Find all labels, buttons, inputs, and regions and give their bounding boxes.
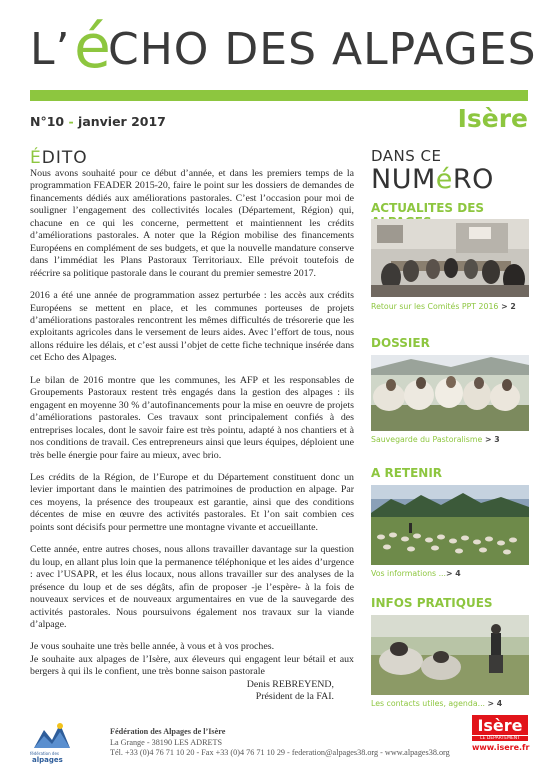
caption-text: Sauvegarde du Pastoralisme	[371, 435, 483, 444]
meeting-photo[interactable]	[371, 219, 529, 297]
caption-dossier[interactable]	[371, 435, 500, 444]
caption-page: > 4	[487, 699, 503, 708]
caption-page: > 3	[482, 435, 500, 444]
masthead	[30, 12, 537, 88]
masthead-accent-letter: é	[74, 12, 112, 82]
caption-actualites[interactable]	[371, 302, 516, 311]
edito-paragraph: 2016 a été une année de programmation assez perturbée : les accès aux crédits Européens se mettent en place, et les communes porteuses de projets d’améliorations pastorales rencontrent les mêmes difficultés de trésorerie que les exploitants agricoles dans le versement de leurs aides. Avec l’effort de tous, nous allons réduire les délais, et c’est aussi l’objet de cette fiche technique insérée dans cet Echo des Alpages.	[30, 290, 354, 364]
flock-pasture-photo[interactable]	[371, 485, 529, 565]
section-title-a-retenir[interactable]: A RETENIR	[371, 466, 443, 480]
sidebar-heading-2	[371, 165, 529, 195]
isere-logo-name: Isère	[472, 715, 528, 735]
edito-paragraph: Nous avons souhaité pour ce début d’année, et dans les premiers temps de la programmation FEADER 2015-20, faire le point sur les dossiers de demandes de financements dédiés aux améliorations pastorales. C’est l’occasion pour moi de souligner l’engagement des collectivités locales (Département, Région) qui, chacune en ce qui les concerne, permettent et maintiennent les crédits d’améliorations pastorales. A noter que la Région mobilise des financements Européens en complément de ses budgets, et que la nouvelle mandature conserve dans l’immédiat les Plans Pastoraux Territoriaux. Elle prévoit toutefois de réécrire sa politique pastorale dans le courant du premier semestre 2017.	[30, 168, 354, 279]
heading-accent: é	[435, 164, 453, 195]
caption-a-retenir[interactable]	[371, 569, 461, 578]
heading-ro: RO	[452, 164, 494, 195]
sidebar-contents	[371, 147, 529, 708]
signature-name: Denis REBREYEND,	[246, 678, 334, 690]
isere-logo-sub: LE DÉPARTEMENT	[472, 735, 528, 741]
shepherd-sheep-photo[interactable]	[371, 615, 529, 695]
edito-title-accent: É	[30, 148, 42, 168]
section-title-infos-pratiques[interactable]: INFOS PRATIQUES	[371, 596, 493, 610]
masthead-part1: L’	[30, 24, 71, 75]
edito-closing-2: Je souhaite aux alpages de l’Isère, aux éleveurs qui engagent leur bétail et aux bergers à qui ils le confient, une très bonne saison pastorale	[30, 653, 354, 678]
edito-paragraph: Les crédits de la Région, de l’Europe et du Département constituent donc un levier important dans le maintien des patrimoines de production en alpage. Par ces moyens, la présence des troupeaux est garantie, ainsi que des conditions décentes de mise en œuvre des activités pastorales. Et l’on sait combien ces points sont décisifs pour permettre une montagne vivante et accueillante.	[30, 471, 354, 533]
issue-line	[30, 114, 166, 129]
footer-contact: Tél. +33 (0)4 76 71 10 20 - Fax +33 (0)4 76 71 10 29 - federation@alpages38.org - www.alpages38.org	[110, 748, 450, 757]
edito-title-rest: DITO	[41, 148, 88, 168]
footer-address: La Grange - 38190 LES ADRETS	[110, 737, 223, 747]
issue-date: janvier 2017	[78, 114, 166, 129]
sidebar-heading-1: DANS CE	[371, 147, 442, 165]
footer	[30, 713, 530, 773]
edito-body	[30, 168, 354, 704]
section-title-actualites[interactable]: ACTUALITES DES	[371, 201, 485, 215]
sheep-closeup-photo[interactable]	[371, 355, 529, 431]
edito-paragraph: Le bilan de 2016 montre que les communes, les AFP et les responsables de Groupements Pastoraux restent très engagés dans la gestion des alpages : ils engagent en moyenne 30 % d’autofinancements pour la mise en oeuvre de projets d’améliorations pastorales. Ces travaux sont principalement confiés à des entreprises locales, dont le savoir faire est très pointu, adapté à nos chantiers et à nos conditions de travail. Ces entrepreneurs ainsi que leurs équipes, déploient une très belle énergie pour faire au mieux, avec brio.	[30, 374, 354, 461]
masthead-green-bar	[30, 90, 528, 101]
edito-title	[30, 148, 88, 168]
caption-infos-pratiques[interactable]	[371, 699, 502, 708]
masthead-part2: CHO DES ALPAGES	[108, 24, 537, 75]
issue-dash: -	[68, 114, 74, 129]
caption-text: Les contacts utiles, agenda...	[371, 699, 488, 708]
edito-closing-1: Je vous souhaite une très belle année, à vous et à vos proches.	[30, 641, 275, 653]
fai-logo	[30, 718, 72, 766]
caption-text: Retour sur les Comités PPT 2016	[371, 302, 499, 311]
isere-url-link[interactable]: www.isere.fr	[472, 743, 530, 752]
footer-contact-block	[110, 727, 450, 759]
fai-logo-text-2: alpages	[32, 756, 63, 764]
caption-page: > 4	[446, 569, 461, 578]
region-label: Isère	[457, 104, 528, 133]
signature-role: Président de la FAI.	[255, 691, 334, 703]
fai-logo-text-1: fédération des	[30, 751, 59, 756]
section-title-dossier[interactable]: DOSSIER	[371, 336, 430, 350]
heading-num: NUM	[371, 164, 436, 195]
issue-number: N°10	[30, 114, 65, 129]
edito-paragraph: Cette année, entre autres choses, nous allons travailler davantage sur la question du loup, en allant plus loin que la permanence téléphonique et les aides d’urgence : avec l’USAPR, et les élus locaux, nous allons travailler sur des analyses de la présence du loup et de ses dégâts, afin de proposer -je l’espère- à la fois de nouveaux services et de nouveaux argumentaires en vue de la sauvegarde des activités pastorales. Nous poursuivons également nos travaux sur la viande d’alpage.	[30, 544, 354, 630]
footer-org-name: Fédération des Alpages de l’Isère	[110, 727, 226, 736]
caption-text: Vos informations ...	[371, 569, 447, 578]
isere-department-logo[interactable]	[472, 715, 528, 752]
caption-page: > 2	[498, 302, 516, 311]
